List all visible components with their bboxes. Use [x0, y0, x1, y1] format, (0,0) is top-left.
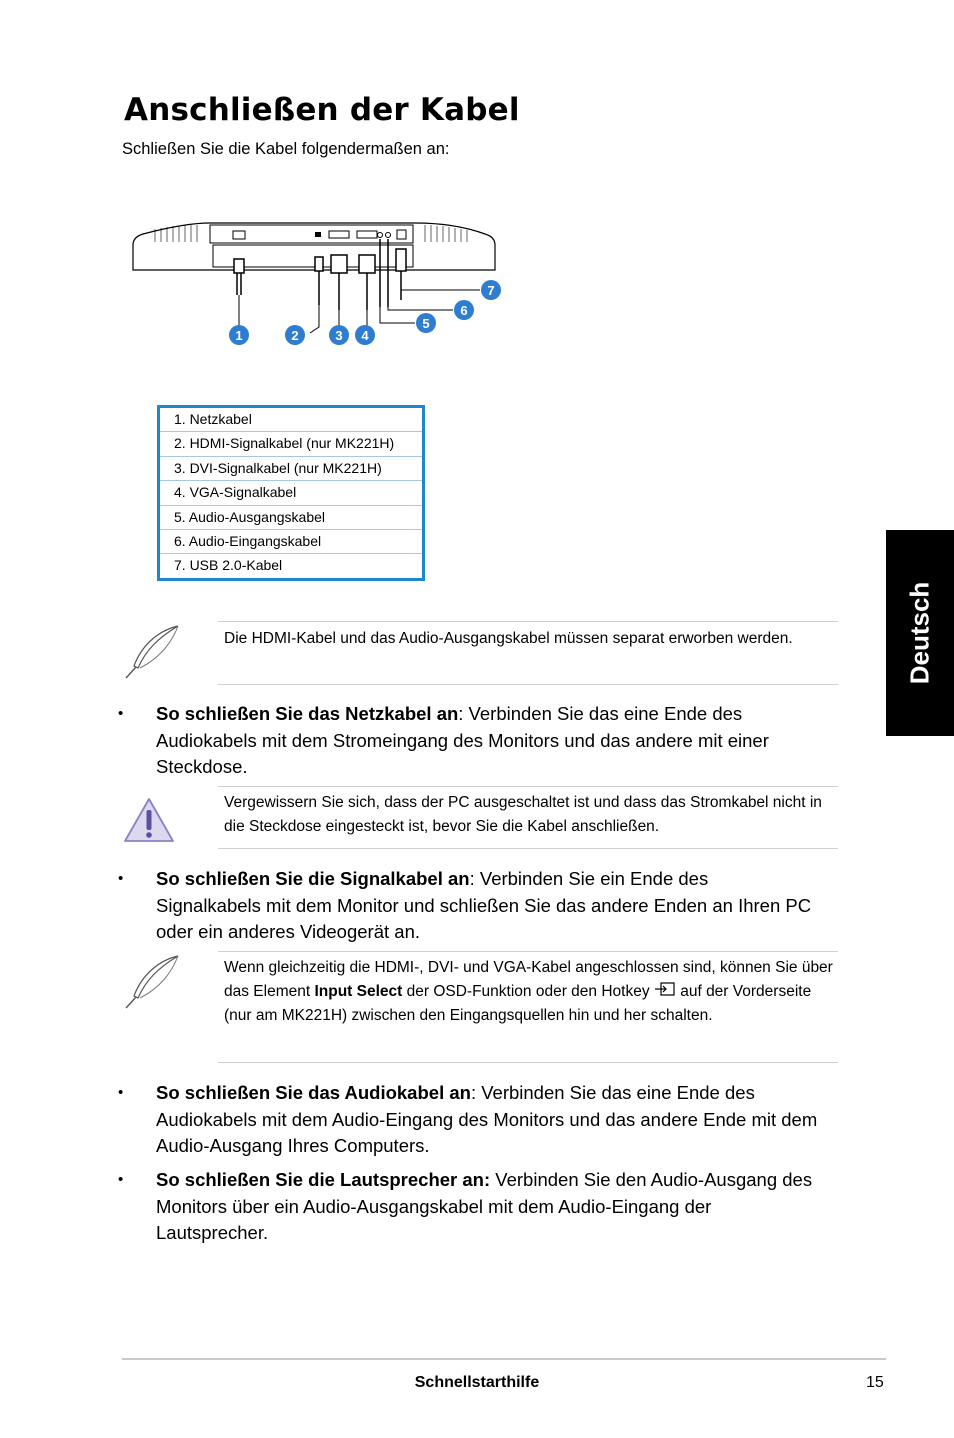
svg-text:4: 4	[361, 328, 369, 343]
bullet-text: : Verbinden Sie das eine Ende des Audiokabels mit dem Stromeingang des Monitors und das andere mit einer Steckdose.	[156, 703, 769, 777]
warning-power-off: Vergewissern Sie sich, dass der PC ausgeschaltet ist und dass das Stromkabel nicht in die Steckdose eingesteckt ist, bevor Sie die Kabel anschließen.	[218, 786, 838, 849]
badge-6	[454, 300, 474, 320]
warning-triangle-icon	[122, 796, 176, 844]
note-hdmi-purchase: Die HDMI-Kabel und das Audio-Ausgangskabel müssen separat erworben werden.	[218, 621, 838, 685]
svg-text:6: 6	[460, 303, 468, 318]
legend-item: 4. VGA-Signalkabel	[160, 481, 422, 505]
bullet-speakers	[118, 1167, 818, 1247]
bullet-dot: •	[118, 705, 124, 722]
bullet-dot: •	[118, 1084, 124, 1101]
svg-text:3: 3	[335, 328, 343, 343]
svg-text:2: 2	[291, 328, 299, 343]
bullet-heading: So schließen Sie das Audiokabel an	[156, 1082, 471, 1103]
bullet-heading: So schließen Sie die Signalkabel an	[156, 868, 470, 889]
footer-label: Schnellstarthilfe	[414, 1374, 540, 1391]
bullet-text: : Verbinden Sie das eine Ende des Audiokabels mit dem Audio-Eingang des Monitors und das andere Ende mit dem Audio-Ausgang Ihres Computers.	[156, 1082, 818, 1156]
badge-2	[285, 325, 305, 345]
legend-item: 1. Netzkabel	[160, 408, 422, 432]
badge-5	[416, 313, 436, 333]
note-text-a: Wenn gleichzeitig die HDMI-, DVI- und VGA-Kabel angeschlossen sind, können Sie über das Element	[224, 959, 833, 1000]
cable-legend	[157, 405, 425, 581]
badge-1	[229, 325, 249, 345]
page-number: 15	[866, 1374, 884, 1391]
note-feather-icon	[122, 622, 184, 682]
input-hotkey-icon	[654, 982, 676, 998]
note-feather-icon	[122, 952, 184, 1012]
badge-3	[329, 325, 349, 345]
legend-item: 5. Audio-Ausgangskabel	[160, 506, 422, 530]
badge-7	[481, 280, 501, 300]
cable-connection-diagram	[125, 215, 505, 355]
badge-4	[355, 325, 375, 345]
svg-text:7: 7	[487, 283, 495, 298]
bullet-dot: •	[118, 870, 124, 887]
note-text-c: auf der Vorderseite (nur am MK221H) zwischen den Eingangsquellen hin und her schalten.	[224, 983, 812, 1024]
page-title: Anschließen der Kabel	[124, 92, 520, 128]
legend-item: 7. USB 2.0-Kabel	[174, 557, 283, 574]
language-label: Deutsch	[904, 581, 935, 685]
bullet-heading: So schließen Sie das Netzkabel an	[156, 703, 459, 724]
bullet-dot: •	[118, 1171, 124, 1188]
svg-text:1: 1	[235, 328, 243, 343]
bullet-heading: So schließen Sie die Lautsprecher an:	[156, 1169, 491, 1190]
intro-text: Schließen Sie die Kabel folgendermaßen an:	[122, 140, 450, 158]
language-side-tab	[886, 530, 954, 736]
bullet-power-cable	[118, 701, 818, 781]
svg-text:5: 5	[422, 316, 430, 331]
bullet-text: Verbinden Sie den Audio-Ausgang des Monitors über ein Audio-Ausgangskabel mit dem Audio-Eingang der Lautsprecher.	[156, 1169, 813, 1243]
input-select-label: Input Select	[314, 983, 403, 1000]
bullet-audio-cable	[118, 1080, 818, 1160]
bullet-signal-cable	[118, 866, 818, 946]
legend-item: 6. Audio-Eingangskabel	[160, 530, 422, 554]
bullet-text: : Verbinden Sie ein Ende des Signalkabels mit dem Monitor und schließen Sie das andere Enden an Ihren PC oder ein anderes Videogerät an.	[156, 868, 812, 942]
legend-item: 2. HDMI-Signalkabel (nur MK221H)	[160, 432, 422, 456]
legend-item: 3. DVI-Signalkabel (nur MK221H)	[160, 457, 422, 481]
note-input-select	[218, 951, 838, 1063]
note-text-b: der OSD-Funktion oder den Hotkey	[402, 983, 654, 1000]
footer-divider	[122, 1358, 886, 1360]
